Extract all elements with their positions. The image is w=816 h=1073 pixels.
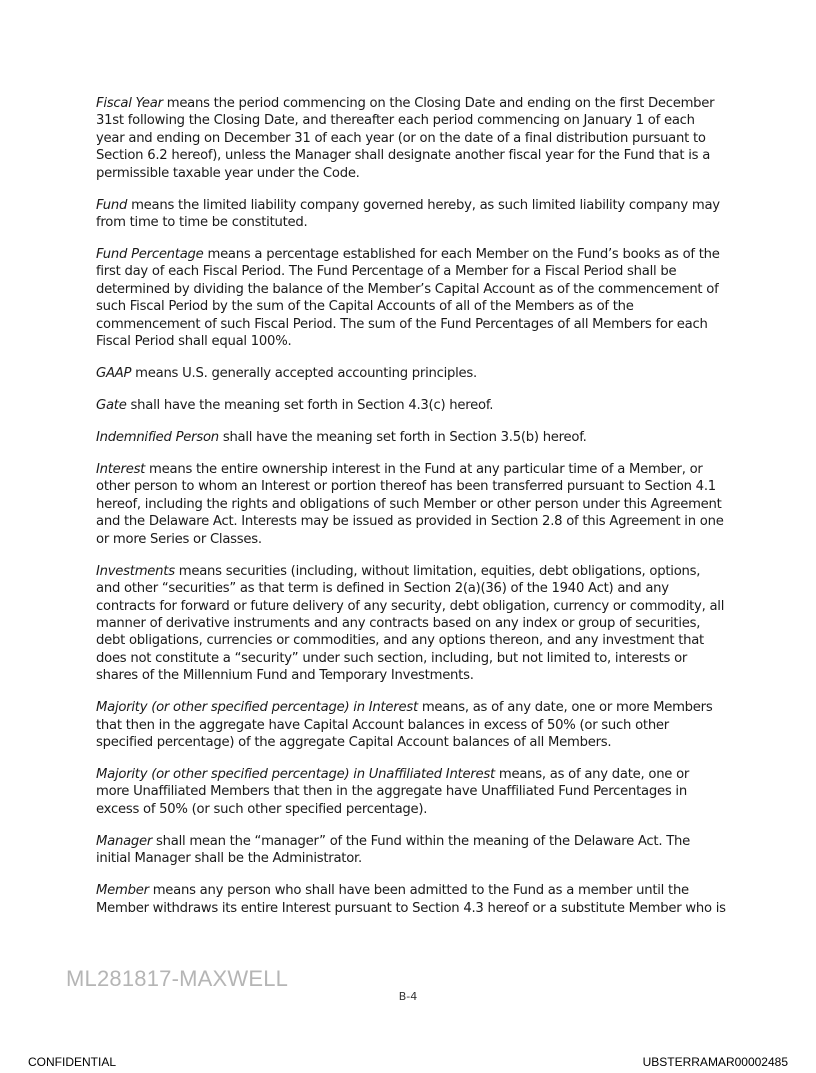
- definition-text: means securities (including, without limitation, equities, debt obligations, options, and other “securities” as that term is defined in Section 2(a)(36) of the 1940 Act) and any contracts for forward or future delivery of any security, debt obligation, currency or commodity, all manner of derivative instruments and any contracts based on any index or group of securities, debt obligations, currencies or commodities, and any options thereon, and any investment that does not constitute a “security” under such section, including, but not limited to, interests or shares of the Millennium Fund and Temporary Investments.: [96, 563, 725, 684]
- definition-text: means any person who shall have been admitted to the Fund as a member until the Member withdraws its entire Interest pursuant to Section 4.3 hereof or a substitute Member who is: [96, 883, 726, 916]
- confidential-label: CONFIDENTIAL: [28, 1055, 117, 1069]
- definition-indemnified-person: [96, 429, 726, 446]
- definition-text: means the entire ownership interest in the Fund at any particular time of a Member, or other person to whom an Interest or portion thereof has been transferred pursuant to Section 4.1 hereof, including the rights and obligations of such Member or other person under this Agreement and the Delaware Act. Interests may be issued as provided in Section 2.8 of this Agreement in one or more Series or Classes.: [96, 462, 724, 547]
- defined-term: Investments: [96, 563, 175, 579]
- definition-fund-percentage: [96, 246, 726, 350]
- definition-member: [96, 882, 726, 917]
- defined-term: Interest: [96, 462, 146, 478]
- definition-text: means U.S. generally accepted accounting principles.: [131, 366, 477, 382]
- definition-majority-in-interest: [96, 699, 726, 751]
- defined-term: Majority (or other specified percentage) in Unaffiliated Interest: [96, 766, 495, 782]
- definition-majority-in-unaffiliated-interest: [96, 766, 726, 818]
- definition-text: means the period commencing on the Closing Date and ending on the first December 31st following the Closing Date, and thereafter each period commencing on January 1 of each year and ending on December 31 of each year (or on the date of a final distribution pursuant to Section 6.2 hereof), unless the Manager shall designate another fiscal year for the Fund that is a permissible taxable year under the Code.: [96, 96, 715, 181]
- defined-term: Manager: [96, 833, 153, 849]
- defined-term: Member: [96, 883, 149, 899]
- definition-text: means a percentage established for each Member on the Fund’s books as of the first day of each Fiscal Period. The Fund Percentage of a Member for a Fiscal Period shall be determined by dividing the balance of the Member’s Capital Account as of the commencement of such Fiscal Period by the sum of the Capital Accounts of all of the Members as of the commencement of such Fiscal Period. The sum of the Fund Percentages of all Members for each Fiscal Period shall equal 100%.: [96, 247, 720, 350]
- defined-term: Indemnified Person: [96, 430, 219, 446]
- definition-text: shall mean the “manager” of the Fund within the meaning of the Delaware Act. The initial Manager shall be the Administrator.: [96, 833, 691, 867]
- bates-stamp: ML281817-MAXWELL: [66, 966, 289, 991]
- defined-term: Fund: [96, 197, 128, 213]
- definition-investments: [96, 563, 726, 685]
- defined-term: Fund Percentage: [96, 247, 204, 263]
- definition-gaap: [96, 365, 726, 382]
- definition-text: means, as of any date, one or more Unaffiliated Members that then in the aggregate have Unaffiliated Fund Percentages in excess of 50% (or such other specified percentage).: [96, 766, 690, 817]
- defined-term: Fiscal Year: [96, 96, 163, 111]
- definition-text: shall have the meaning set forth in Section 4.3(c) hereof.: [126, 398, 494, 414]
- definition-manager: [96, 833, 726, 868]
- defined-term: GAAP: [96, 366, 132, 382]
- definition-text: shall have the meaning set forth in Section 3.5(b) hereof.: [218, 430, 587, 446]
- control-number: UBSTERRAMAR00002485: [642, 1055, 788, 1069]
- page-number: B-4: [398, 990, 418, 1003]
- definition-text: means the limited liability company governed hereby, as such limited liability company may from time to time be constituted.: [96, 197, 720, 231]
- defined-term: Gate: [96, 398, 127, 414]
- document-body: [96, 95, 726, 932]
- definition-gate: [96, 397, 726, 414]
- definition-fund: [96, 197, 726, 232]
- definition-text: means, as of any date, one or more Members that then in the aggregate have Capital Account balances in excess of 50% (or such other specified percentage) of the aggregate Capital Account balances of all Members.: [96, 700, 713, 750]
- definition-interest: [96, 461, 726, 548]
- definition-fiscal-year: [96, 95, 726, 182]
- defined-term: Majority (or other specified percentage) in Interest: [96, 700, 418, 716]
